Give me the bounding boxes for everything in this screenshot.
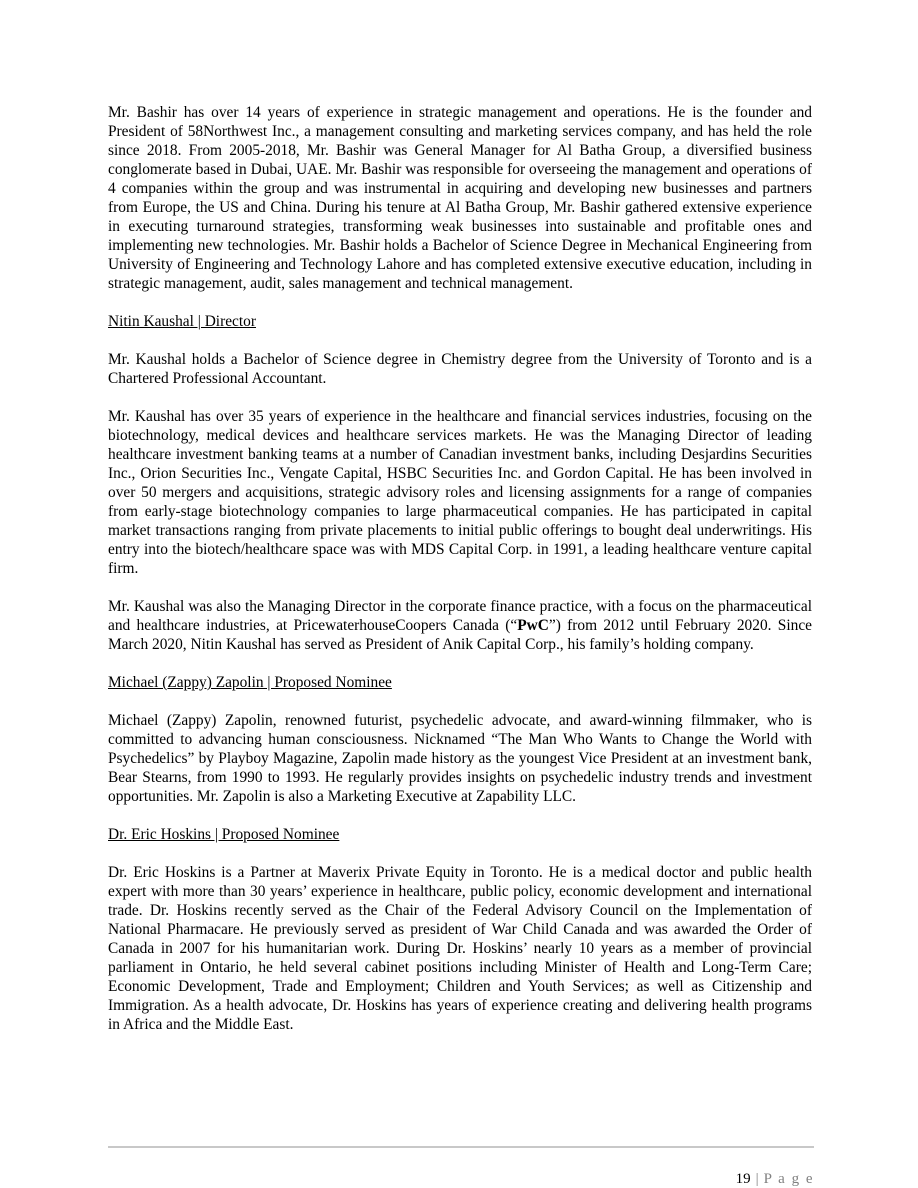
page-number-separator: | (755, 1171, 759, 1187)
paragraph-hoskins-bio: Dr. Eric Hoskins is a Partner at Maverix Private Equity in Toronto. He is a medical doctor and public health expert with more than 30 years’ experience in healthcare, public policy, economic development and international trade. Dr. Hoskins recently served as the Chair of the Federal Advisory Council on the Implementation of National Pharmacare. He previously served as president of War Child Canada and was awarded the Order of Canada in 2007 for his humanitarian work. During Dr. Hoskins’ nearly 10 years as a member of provincial parliament in Ontario, he held several cabinet positions including Minister of Health and Long-Term Care; Economic Development, Trade and Employment; Children and Youth Services; as well as Citizenship and Immigration. As a health advocate, Dr. Hoskins has years of experience creating and delivering health programs in Africa and the Middle East. (108, 864, 812, 1033)
paragraph-bashir-bio: Mr. Bashir has over 14 years of experience in strategic management and operations. He is the founder and President of 58Northwest Inc., a management consulting and marketing services company, and has held the role since 2018. From 2005-2018, Mr. Bashir was General Manager for Al Batha Group, a diversified business conglomerate based in Dubai, UAE. Mr. Bashir was responsible for overseeing the management and operations of 4 companies within the group and was instrumental in acquiring and developing new businesses and partners from Europe, the US and China. During his tenure at Al Batha Group, Mr. Bashir gathered extensive experience in executing turnaround strategies, transforming weak businesses into sustainable and profitable ones and implementing new technologies. Mr. Bashir holds a Bachelor of Science Degree in Mechanical Engineering from University of Engineering and Technology Lahore and has completed extensive executive education, including in strategic management, audit, sales management and technical management. (108, 104, 812, 292)
footer-divider (108, 1146, 814, 1148)
page-footer (108, 1146, 814, 1188)
page-number: 19 (735, 1171, 751, 1187)
page-number-display (108, 1151, 814, 1188)
paragraph-kaushal-pwc-after: ”) from 2012 until February 2020. Since March 2020, Nitin Kaushal has served as President of Anik Capital Corp., his family’s holding company. (108, 617, 812, 653)
heading-kaushal-director-text: Nitin Kaushal | Director (108, 313, 256, 330)
heading-hoskins-nominee (108, 825, 812, 844)
paragraph-kaushal-education: Mr. Kaushal holds a Bachelor of Science degree in Chemistry degree from the University of Toronto and is a Chartered Professional Accountant. (108, 351, 812, 387)
paragraph-kaushal-pwc (108, 597, 812, 654)
heading-zapolin-nominee-text: Michael (Zappy) Zapolin | Proposed Nominee (108, 674, 392, 691)
paragraph-kaushal-experience: Mr. Kaushal has over 35 years of experience in the healthcare and financial services industries, focusing on the biotechnology, medical devices and healthcare services markets. He was the Managing Director of leading healthcare investment banking teams at a number of Canadian investment banks, including Desjardins Securities Inc., Orion Securities Inc., Vengate Capital, HSBC Securities Inc. and Gordon Capital. He has been involved in over 50 mergers and acquisitions, strategic advisory roles and licensing assignments for a range of companies from early-stage biotechnology companies to large pharmaceutical companies. He has participated in capital market transactions ranging from private placements to initial public offerings to bought deal underwritings. His entry into the biotech/healthcare space was with MDS Capital Corp. in 1991, a leading healthcare venture capital firm. (108, 408, 812, 577)
paragraph-kaushal-pwc-before: Mr. Kaushal was also the Managing Director in the corporate finance practice, with a focus on the pharmaceutical and healthcare industries, at PricewaterhouseCoopers Canada (“ (108, 598, 812, 634)
heading-zapolin-nominee (108, 673, 812, 692)
paragraph-zapolin-bio: Michael (Zappy) Zapolin, renowned futurist, psychedelic advocate, and award-winning filmmaker, who is committed to advancing human consciousness. Nicknamed “The Man Who Wants to Change the World with Psychedelics” by Playboy Magazine, Zapolin made history as the youngest Vice President at an investment bank, Bear Stearns, from 1990 to 1993. He regularly provides insights on psychedelic industry trends and investment opportunities. Mr. Zapolin is also a Marketing Executive at Zapability LLC. (108, 712, 812, 805)
page-label: P a g e (763, 1171, 814, 1187)
heading-kaushal-director (108, 312, 812, 331)
heading-hoskins-nominee-text: Dr. Eric Hoskins | Proposed Nominee (108, 826, 340, 843)
document-body (108, 103, 812, 1053)
pwc-bold-text: PwC (517, 617, 549, 634)
